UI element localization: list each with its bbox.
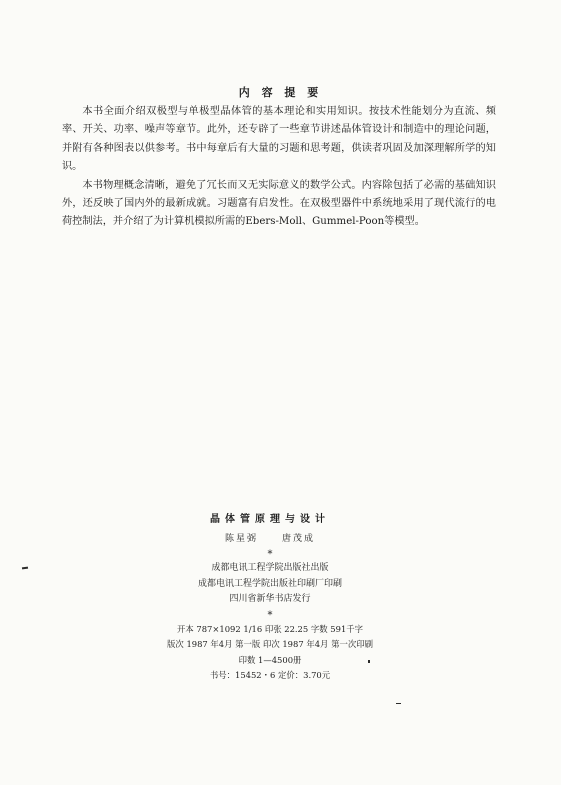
distributor-line: 四川省新华书店发行 [229,594,311,604]
author-name: 陈星弼 [224,533,258,544]
print-run-line: 印数 1—4500册 [238,654,302,665]
colophon [120,512,420,684]
format-line: 开本 787×1092 1/16 印张 22.25 字数 591千字 [176,623,364,634]
book-title: 晶体管原理与设计 [210,514,330,525]
printer-line: 成都电讯工程学院出版社印刷厂印刷 [197,578,342,589]
edition-line: 版次 1987 年4月 第一版 印次 1987 年4月 第一次印刷 [167,639,373,649]
separator-star: * [267,609,273,621]
separator-star: * [267,549,273,560]
abstract-heading: 内 容 提 要 [238,86,323,99]
scan-speck [396,703,401,704]
abstract-paragraph-1: 本书全面介绍双极型与单极型晶体管的基本理论和实用知识。按技术性能划分为直流、频率、开关、功率、噪声等章节。此外，还专辟了一些章节讲述晶体管设计和制造中的理论问题，并附有各种图表以供参考。书中每章后有大量的习题和思考题，供读者巩固及加深理解所学的知识。 [62,106,496,173]
scan-speck [368,660,370,663]
abstract-paragraph-2: 本书物理概念清晰，避免了冗长而又无实际意义的数学公式。内容除包括了必需的基础知识外，还反映了国内外的最新成就。习题富有启发性。在双极型器件中系统地采用了现代流行的电荷控制法，并介绍了为计算机模拟所需的Ebers-Moll、Gummel-Poon等模型。 [62,179,496,228]
isbn-price-line: 书号：15452・6 定价：3.70元 [209,670,331,680]
author-line [120,532,420,548]
publisher-line: 成都电讯工程学院出版社出版 [211,563,329,573]
scan-speck [22,567,28,570]
author-name: 唐茂成 [282,533,316,544]
abstract-body [62,103,496,232]
